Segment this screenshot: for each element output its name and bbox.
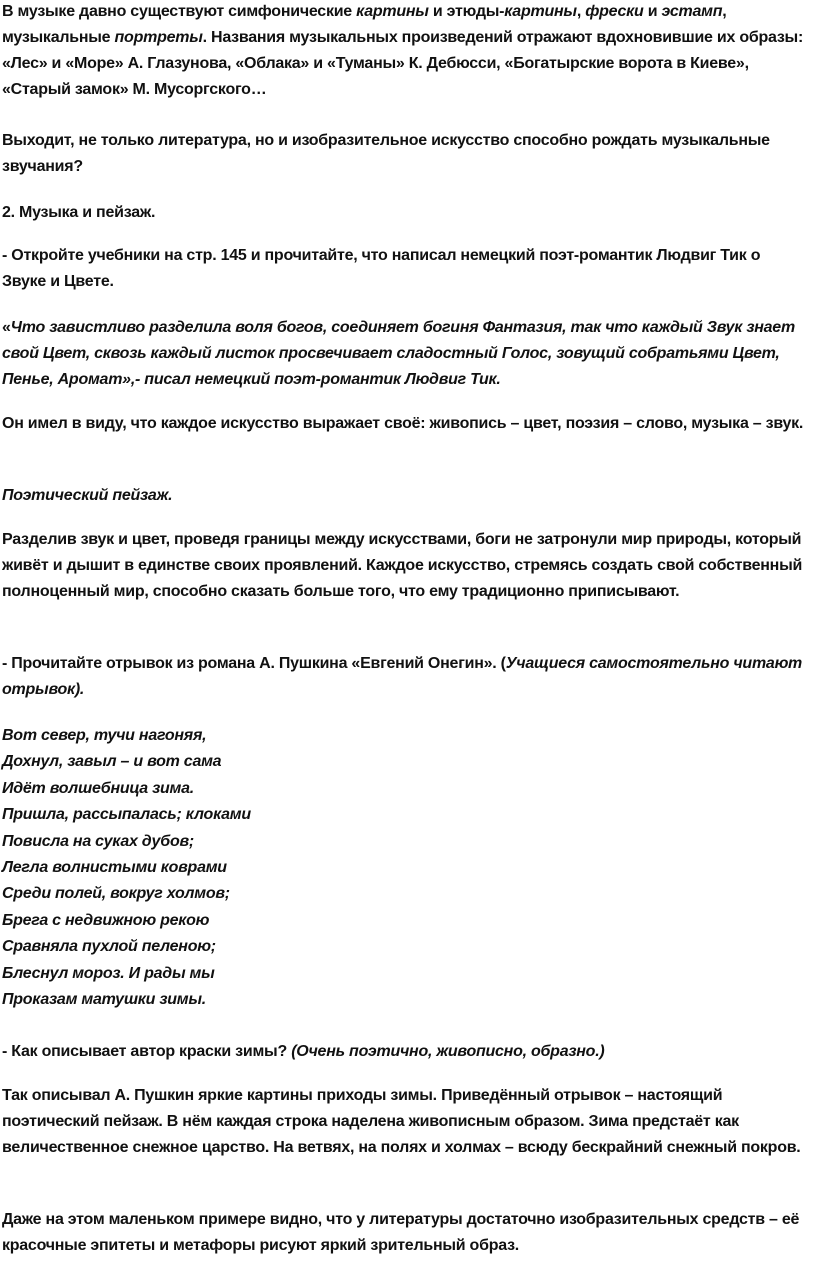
intro-text-2: и этюды- xyxy=(428,3,505,20)
intro-italic-5: портреты xyxy=(114,29,203,46)
task-read-note: Учащиеся самостоятельно читают отрывок). xyxy=(2,655,802,698)
intro-italic-2: картины xyxy=(504,3,577,20)
poem-line: Повисла на суках дубов; xyxy=(2,832,194,850)
task-open-textbook: - Откройте учебники на стр. 145 и прочитайте, что написал немецкий поэт-романтик Людвиг Тик о Звуке и Цвете. xyxy=(2,247,761,290)
intro-text-5: , музыкальные xyxy=(2,3,727,46)
final-paragraph: Даже на этом маленьком примере видно, что у литературы достаточно изобразительных средств – её красочные эпитеты и метафоры рисуют яркий зрительный образ. xyxy=(2,1211,800,1254)
poem-line: Сравняла пухлой пеленою; xyxy=(2,938,216,956)
task-colors-answer: (Очень поэтично, живописно, образно.) xyxy=(291,1043,605,1060)
intro-italic-4: эстамп xyxy=(661,3,723,20)
task-read-excerpt xyxy=(2,651,804,703)
quote-text: Что завистливо разделила воля богов, соединяет богиня Фантазия, так что каждый Звук знает свой Цвет, сквозь каждый листок просвечивает сладостный Голос, зовущий собратьями Цвет, Пенье, Аромат»,- писал немецкий поэт-романтик Людвиг Тик. xyxy=(2,319,795,388)
arts-paragraph: Он имел в виду, что каждое искусство выражает своё: живопись – цвет, поэзия – слово, музыка – звук. xyxy=(2,415,804,432)
intro-italic-1: картины xyxy=(356,3,429,20)
question-paragraph: Выходит, не только литература, но и изобразительное искусство способно рождать музыкальные звучания? xyxy=(2,132,770,175)
tieck-quote xyxy=(2,315,804,393)
intro-text-6: . Названия музыкальных произведений отражают вдохновившие их образы: «Лес» и «Море» А. Глазунова, «Облака» и «Туманы» К. Дебюсси, «Богатырские ворота в Киеве», «Старый замок» М. Мусоргского… xyxy=(2,29,804,98)
pushkin-paragraph: Так описывал А. Пушкин яркие картины приходы зимы. Приведённый отрывок – настоящий поэтический пейзаж. В нём каждая строка наделена живописным образом. Зима предстаёт как величественное снежное царство. На ветвях, на полях и холмах – всюду бескрайний снежный покров. xyxy=(2,1087,801,1156)
task-read-text: - Прочитайте отрывок из романа А. Пушкина «Евгений Онегин». ( xyxy=(2,655,506,672)
poem-line: Среди полей, вокруг холмов; xyxy=(2,885,230,903)
intro-text-4: и xyxy=(643,3,662,20)
intro-italic-3: фрески xyxy=(585,3,644,20)
poem-line: Идёт волшебница зима. xyxy=(2,779,194,797)
intro-text-1: В музыке давно существуют симфонические xyxy=(2,3,357,20)
quote-open-mark: « xyxy=(2,319,11,336)
poem-line: Дохнул, завыл – и вот сама xyxy=(2,753,222,771)
poem-excerpt xyxy=(2,723,804,1013)
poem-line: Брега с недвижною рекою xyxy=(2,911,210,929)
poem-line: Вот север, тучи нагоняя, xyxy=(2,727,207,744)
task-colors-question xyxy=(2,1039,804,1065)
section-heading: 2. Музыка и пейзаж. xyxy=(2,204,156,221)
poem-line: Проказам матушки зимы. xyxy=(2,990,206,1008)
poem-line: Легла волнистыми коврами xyxy=(2,858,227,876)
nature-paragraph: Разделив звук и цвет, проведя границы между искусствами, боги не затронули мир природы, который живёт и дышит в единстве своих проявлений. Каждое искусство, стремясь создать свой собственный полноценный мир, способно сказать больше того, что ему традиционно приписывают. xyxy=(2,531,803,600)
task-colors-text: - Как описывает автор краски зимы? xyxy=(2,1043,292,1060)
poetic-landscape-heading: Поэтический пейзаж. xyxy=(2,487,173,504)
intro-paragraph xyxy=(2,0,804,103)
intro-text-3: , xyxy=(576,3,586,20)
poem-line: Пришла, рассыпалась; клоками xyxy=(2,806,251,824)
poem-line: Блеснул мороз. И рады мы xyxy=(2,964,215,982)
